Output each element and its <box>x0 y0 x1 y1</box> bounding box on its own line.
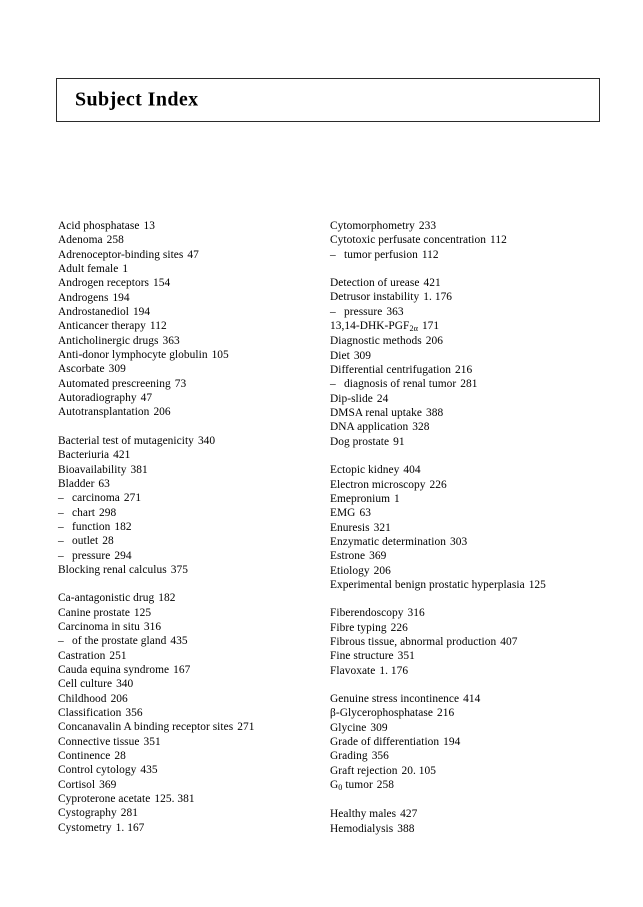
index-entry-locator: 356 <box>371 750 389 763</box>
index-sub-entry <box>58 506 320 520</box>
index-entry-locator: 73 <box>174 377 187 390</box>
index-entry-term: Estrone <box>330 550 366 563</box>
index-entry <box>58 334 320 348</box>
index-entry-locator: 356 <box>125 707 143 719</box>
index-entry-locator: 316 <box>143 620 162 633</box>
index-entry-term: Hemodialysis <box>330 822 394 835</box>
index-entry <box>330 478 620 492</box>
sub-entry-dash: – <box>58 520 64 533</box>
index-entry-locator: 309 <box>353 349 372 362</box>
sub-entry-dash: – <box>330 248 336 261</box>
index-sub-entry <box>58 534 320 548</box>
index-entry-locator: 1. 176 <box>379 664 409 677</box>
index-entry <box>330 219 620 233</box>
index-entry <box>58 291 320 305</box>
index-entry-term: chart 298 <box>72 506 117 519</box>
index-entry-term: Anticancer therapy <box>58 320 146 333</box>
index-sub-entry <box>58 549 320 563</box>
index-entry-term: Electron microscopy <box>330 478 426 491</box>
index-entry-locator: 388 <box>425 407 444 420</box>
index-entry-locator: 112 <box>490 234 507 247</box>
index-entry-term: tumor perfusion 112 <box>344 248 439 261</box>
index-entry-term: Fiberendoscopy <box>330 607 404 620</box>
index-entry-term: Blocking renal calculus <box>58 563 167 576</box>
index-entry <box>330 778 620 793</box>
index-entry-locator: 414 <box>463 692 481 705</box>
index-entry <box>330 649 620 663</box>
index-entry-locator: 421 <box>423 277 441 290</box>
index-sub-entry <box>330 248 620 262</box>
index-entry <box>58 362 320 376</box>
index-entry-term: $13,14-DHK-PGF_{2\alpha}$ <box>330 320 418 334</box>
sub-entry-dash: – <box>58 549 64 562</box>
index-entry <box>330 664 620 678</box>
index-entry <box>58 248 320 262</box>
sub-entry-dash: – <box>58 635 64 648</box>
index-entry-locator: 206 <box>110 692 128 705</box>
index-entry-locator: 24 <box>376 392 389 405</box>
index-group <box>330 276 620 449</box>
index-entry-term: Fibrous tissue, abnormal production <box>330 635 497 648</box>
index-entry-term: Diet <box>330 349 350 362</box>
index-sub-entry <box>58 634 320 648</box>
index-entry <box>58 434 320 448</box>
index-entry-term: Continence <box>58 750 111 763</box>
index-entry-locator: 91 <box>393 435 405 448</box>
index-entry <box>330 406 620 420</box>
index-entry <box>58 720 320 734</box>
index-group <box>330 606 620 678</box>
index-entry-term: Automated prescreening <box>58 377 171 390</box>
sub-entry-dash: – <box>58 506 64 519</box>
index-entry <box>330 749 620 763</box>
index-entry <box>330 506 620 520</box>
index-entry <box>58 677 320 691</box>
index-entry <box>58 348 320 362</box>
index-entry-locator: 1 <box>393 492 400 505</box>
index-entry-locator: 427 <box>400 808 418 821</box>
index-entry-term: Cytotoxic perfusate concentration <box>330 234 487 247</box>
index-entry <box>58 377 320 391</box>
index-entry <box>330 349 620 363</box>
index-entry-term: $G_0$ tumor <box>330 779 373 793</box>
index-entry <box>330 392 620 406</box>
index-entry <box>330 807 620 821</box>
index-entry-locator: 369 <box>99 778 117 791</box>
index-entry-locator: 28 <box>102 535 114 548</box>
index-entry-term: Childhood <box>58 692 107 705</box>
index-entry-locator: 167 <box>173 663 191 676</box>
index-entry-locator: 407 <box>500 635 518 648</box>
index-entry <box>58 806 320 820</box>
index-entry-locator: 226 <box>390 621 408 634</box>
index-entry <box>330 564 620 578</box>
index-entry-locator: 125. 381 <box>154 793 195 806</box>
index-entry-locator: 112 <box>149 320 167 333</box>
index-entry-term: Differential centrifugation <box>330 364 452 377</box>
index-entry-locator: 309 <box>370 721 388 734</box>
index-entry <box>58 821 320 835</box>
subscript: 0 <box>338 783 343 793</box>
index-entry-term: Diagnostic methods <box>330 335 422 348</box>
index-entry <box>58 262 320 276</box>
index-entry-term: Connective tissue <box>58 735 140 748</box>
index-entry <box>330 334 620 348</box>
index-entry-term: Cortisol <box>58 778 96 791</box>
index-entry-term: Cystometry <box>58 821 112 834</box>
index-entry-locator: 404 <box>403 464 421 477</box>
index-entry-locator: 20. 105 <box>401 764 437 777</box>
index-entry-term: Ca-antagonistic drug <box>58 592 155 605</box>
index-entry <box>330 319 620 334</box>
index-entry-term: Androgens <box>58 291 109 304</box>
index-entry-term: Grading <box>330 750 368 763</box>
index-entry-term: Acid phosphatase <box>58 220 140 232</box>
index-entry <box>58 477 320 491</box>
index-entry-term: Enzymatic determination <box>330 535 446 548</box>
index-entry-locator: 1. 167 <box>115 821 145 834</box>
index-entry-locator: 251 <box>109 649 127 662</box>
index-entry-locator: 216 <box>436 707 455 720</box>
index-entry <box>58 591 320 605</box>
index-entry-locator: 363 <box>162 334 180 347</box>
index-entry-locator: 351 <box>397 650 415 663</box>
index-entry-locator: 206 <box>373 564 391 577</box>
index-entry-term: Bladder <box>58 477 95 490</box>
index-entry-locator: 381 <box>130 463 148 476</box>
index-entry-term: function 182 <box>72 520 132 533</box>
index-entry-term: Glycine <box>330 721 367 734</box>
index-entry-locator: 47 <box>187 248 199 261</box>
page-title: Subject Index <box>75 88 199 111</box>
index-entry-locator: 105 <box>211 349 229 362</box>
index-entry <box>330 735 620 749</box>
index-entry-locator: 1. 176 <box>423 291 453 304</box>
index-entry-term: Concanavalin A binding receptor sites <box>58 721 234 734</box>
index-entry-term: Classification <box>58 707 122 719</box>
index-entry-locator: 363 <box>386 305 404 318</box>
index-entry-term: Canine prostate <box>58 606 130 619</box>
index-entry <box>58 620 320 634</box>
index-entry <box>330 363 620 377</box>
index-entry-term: Etiology <box>330 564 370 577</box>
index-entry-locator: 316 <box>407 607 425 620</box>
index-entry <box>58 606 320 620</box>
index-entry-locator: 435 <box>140 764 158 777</box>
index-entry-locator: 258 <box>376 779 395 792</box>
index-entry-term: Anti-donor lymphocyte globulin <box>58 349 208 362</box>
index-entry-term: DNA application <box>330 421 409 434</box>
index-entry-locator: 271 <box>123 492 142 505</box>
index-entry-term: Genuine stress incontinence <box>330 692 460 705</box>
index-entry <box>330 521 620 535</box>
index-entry <box>58 448 320 462</box>
index-entry <box>58 649 320 663</box>
index-group <box>58 219 320 420</box>
index-entry <box>58 305 320 319</box>
index-entry <box>330 635 620 649</box>
index-entry-term: β-Glycerophosphatase <box>330 707 433 720</box>
index-entry-term: pressure 294 <box>72 549 132 562</box>
index-entry-locator: 112 <box>421 248 439 261</box>
index-entry-locator: 226 <box>429 478 447 491</box>
index-entry-locator: 194 <box>443 736 461 748</box>
index-column-right <box>330 219 620 836</box>
index-entry-term: Emepronium <box>330 492 390 505</box>
index-entry <box>58 233 320 247</box>
index-entry <box>58 391 320 405</box>
index-entry-locator: 351 <box>143 735 161 748</box>
index-entry-locator: 298 <box>99 506 117 519</box>
index-entry-term: Autoradiography <box>58 392 137 405</box>
index-sub-entry <box>58 491 320 505</box>
subscript: 2α <box>409 324 418 334</box>
index-entry-term: Cauda equina syndrome <box>58 663 170 676</box>
index-entry-locator: 47 <box>140 392 153 405</box>
index-entry-locator: 281 <box>120 807 139 820</box>
index-entry-locator: 182 <box>114 520 132 533</box>
index-entry <box>58 563 320 577</box>
index-entry <box>58 276 320 290</box>
index-entry-term: Castration <box>58 649 106 662</box>
sub-entry-dash: – <box>330 378 336 391</box>
index-entry <box>330 692 620 706</box>
index-sub-entry <box>330 305 620 319</box>
index-entry-term: Androgen receptors <box>58 277 150 290</box>
subject-index-title-box <box>56 78 600 122</box>
index-entry-term: Bioavailability <box>58 463 127 476</box>
index-entry-term: Healthy males <box>330 808 397 821</box>
index-entry-locator: 340 <box>116 678 134 691</box>
index-entry <box>330 420 620 434</box>
index-entry-term: Cystography <box>58 807 117 820</box>
index-entry <box>330 435 620 449</box>
index-entry-locator: 206 <box>425 335 443 348</box>
index-entry-locator: 328 <box>412 421 430 434</box>
index-entry-locator: 369 <box>369 550 387 563</box>
index-entry-term: Bacterial test of mutagenicity <box>58 434 194 447</box>
index-entry <box>330 706 620 720</box>
index-entry-term: Ectopic kidney <box>330 464 400 477</box>
index-entry <box>330 764 620 778</box>
index-entry-term: Adrenoceptor-binding sites <box>58 248 184 261</box>
index-entry-locator: 340 <box>197 434 216 447</box>
index-entry-term: Cytomorphometry <box>330 220 415 232</box>
index-entry-term: Androstanediol <box>58 306 129 319</box>
index-entry <box>330 549 620 563</box>
index-entry <box>330 606 620 620</box>
index-entry-term: of the prostate gland 435 <box>72 635 188 648</box>
index-entry-term: Dog prostate <box>330 435 390 448</box>
index-entry-locator: 375 <box>170 563 188 576</box>
index-entry-locator: 421 <box>113 449 131 462</box>
index-entry-term: Cell culture <box>58 678 113 691</box>
index-group <box>330 463 620 592</box>
index-entry <box>58 792 320 806</box>
index-entry <box>58 749 320 763</box>
index-group <box>330 692 620 793</box>
index-entry-term: outlet 28 <box>72 535 114 548</box>
index-entry <box>58 706 320 720</box>
index-entry <box>330 822 620 836</box>
index-entry-locator: 216 <box>455 364 473 377</box>
index-entry <box>330 276 620 290</box>
index-entry-locator: 182 <box>158 592 176 605</box>
index-entry-term: Flavoxate <box>330 664 376 677</box>
index-entry-locator: 309 <box>108 363 126 376</box>
index-entry-term: Adult female <box>58 263 119 276</box>
index-entry-locator: 63 <box>98 477 110 490</box>
index-sub-entry <box>58 520 320 534</box>
index-entry-locator: 63 <box>359 507 371 520</box>
index-entry <box>58 778 320 792</box>
index-entry-term: diagnosis of renal tumor 281 <box>344 378 478 391</box>
index-entry-term: Graft rejection <box>330 764 398 777</box>
index-entry-term: Experimental benign prostatic hyperplasia <box>330 578 525 591</box>
index-entry-term: Carcinoma in situ <box>58 620 140 633</box>
index-entry-term: Bacteriuria <box>58 449 110 462</box>
index-group <box>330 807 620 836</box>
index-entry-term: pressure 363 <box>344 305 404 318</box>
sub-entry-dash: – <box>58 535 64 548</box>
index-entry <box>330 233 620 247</box>
index-entry <box>330 721 620 735</box>
index-entry-locator: 435 <box>170 635 188 648</box>
index-entry-locator: 194 <box>112 291 130 304</box>
index-entry <box>58 663 320 677</box>
index-entry-term: carcinoma 271 <box>72 492 142 505</box>
index-entry-locator: 206 <box>153 406 171 419</box>
index-entry-term: Anticholinergic drugs <box>58 334 159 347</box>
index-entry <box>58 405 320 419</box>
index-entry <box>330 578 620 592</box>
index-group <box>58 591 320 835</box>
index-entry-locator: 321 <box>373 521 391 534</box>
index-entry-locator: 28 <box>114 750 126 763</box>
index-column-left <box>58 219 320 835</box>
index-entry-locator: 233 <box>418 220 437 232</box>
index-entry-term: DMSA renal uptake <box>330 407 422 420</box>
index-sub-entry <box>330 377 620 391</box>
index-entry-term: Autotransplantation <box>58 406 150 419</box>
index-entry <box>58 319 320 333</box>
index-entry-locator: 294 <box>114 549 132 562</box>
index-entry-term: Detrusor instability <box>330 291 420 304</box>
index-entry-term: Fibre typing <box>330 621 387 634</box>
sub-entry-dash: – <box>330 305 336 318</box>
index-entry <box>330 492 620 506</box>
index-group <box>330 219 620 262</box>
index-entry-locator: 171 <box>421 320 440 333</box>
index-entry-locator: 271 <box>237 721 255 734</box>
index-entry-locator: 125 <box>528 578 546 591</box>
index-entry-term: Enuresis <box>330 521 370 534</box>
index-entry-locator: 154 <box>153 277 171 290</box>
index-entry-term: Fine structure <box>330 650 394 663</box>
index-entry-locator: 13 <box>143 220 155 232</box>
index-entry-locator: 303 <box>449 535 468 548</box>
index-entry <box>330 535 620 549</box>
index-entry <box>58 692 320 706</box>
index-entry-term: Cyproterone acetate <box>58 793 151 806</box>
index-entry <box>58 463 320 477</box>
index-entry-locator: 1 <box>122 263 129 276</box>
index-entry-term: Control cytology <box>58 764 137 777</box>
index-entry-locator: 258 <box>106 234 124 247</box>
index-entry-locator: 194 <box>132 306 151 319</box>
index-entry <box>330 621 620 635</box>
index-entry-term: EMG <box>330 507 356 520</box>
index-entry <box>58 735 320 749</box>
index-group <box>58 434 320 577</box>
index-entry-term: Detection of urease <box>330 277 420 290</box>
index-entry-locator: 281 <box>460 378 478 391</box>
index-entry <box>330 463 620 477</box>
index-entry-locator: 388 <box>397 822 415 835</box>
sub-entry-dash: – <box>58 492 64 505</box>
index-entry-locator: 125 <box>133 606 152 619</box>
index-entry-term: Ascorbate <box>58 363 105 376</box>
index-entry <box>58 763 320 777</box>
index-entry <box>330 290 620 304</box>
index-entry-term: Adenoma <box>58 234 103 247</box>
index-entry-term: Dip-slide <box>330 392 373 405</box>
index-entry <box>58 219 320 233</box>
index-entry-term: Grade of differentiation <box>330 736 440 748</box>
